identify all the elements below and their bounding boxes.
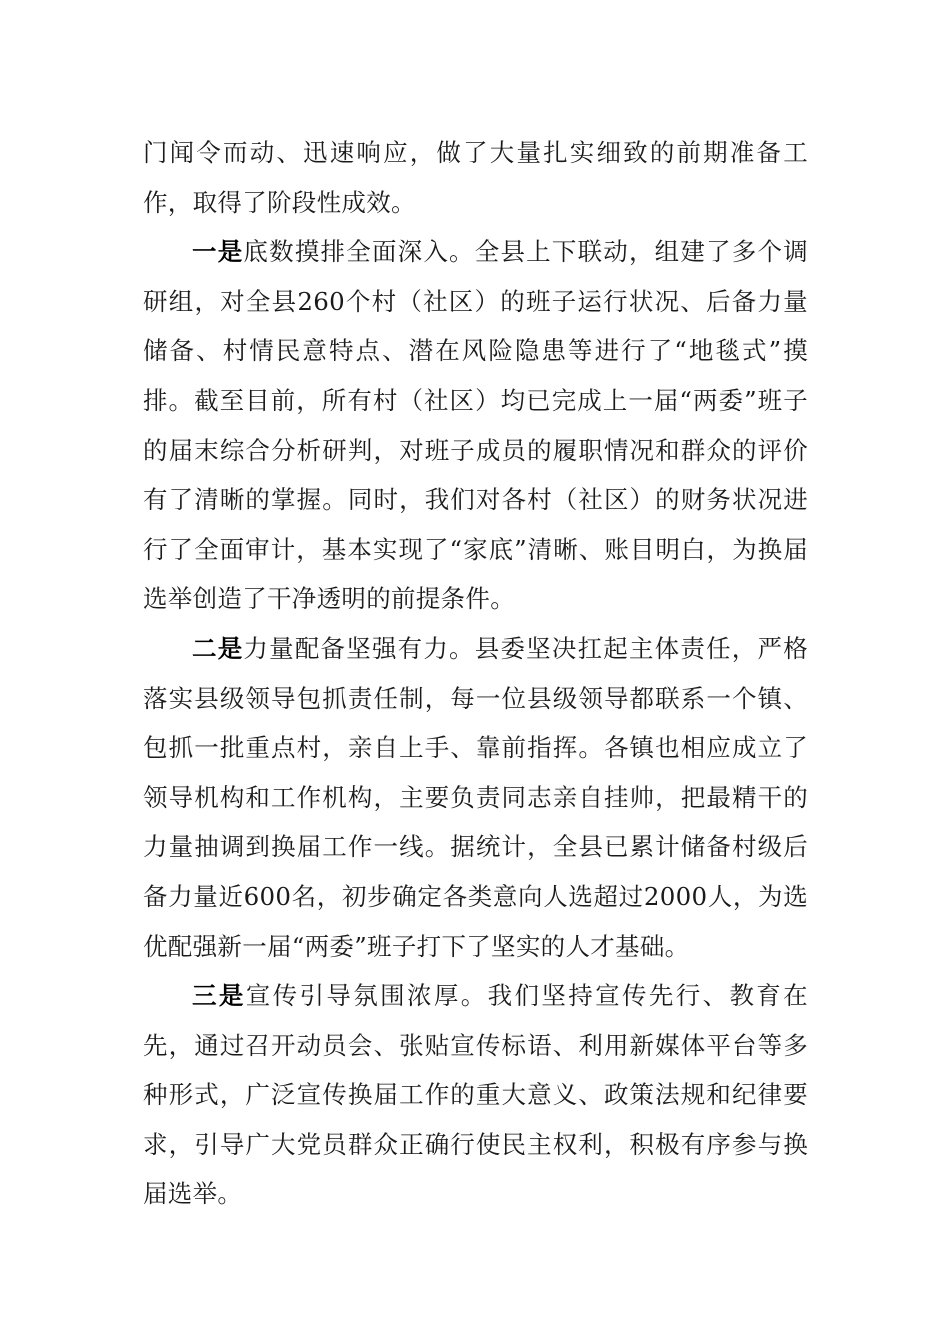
document-body [143, 128, 808, 1219]
paragraph-lead: 三是 [192, 981, 246, 1011]
paragraph-text: 底数摸排全面深入。全县上下联动，组建了多个调研组，对全县260个村（社区）的班子运行状况、后备力量储备、村情民意特点、潜在风险隐患等进行了“地毯式”摸排。截至目前，所有村（社区）均已完成上一届“两委”班子的届末综合分析研判，对班子成员的履职情况和群众的评价有了清晰的掌握。同时，我们对各村（社区）的财务状况进行了全面审计，基本实现了“家底”清晰、账目明白，为换届选举创造了干净透明的前提条件。 [143, 237, 808, 614]
paragraph-intro [143, 128, 808, 227]
paragraph-text: 宣传引导氛围浓厚。我们坚持宣传先行、教育在先，通过召开动员会、张贴宣传标语、利用新媒体平台等多种形式，广泛宣传换届工作的重大意义、政策法规和纪律要求，引导广大党员群众正确行使民主权利，积极有序参与换届选举。 [143, 981, 808, 1209]
paragraph-lead: 二是 [192, 633, 244, 663]
paragraph-text: 门闻令而动、迅速响应，做了大量扎实细致的前期准备工作，取得了阶段性成效。 [143, 138, 808, 217]
paragraph-text: 力量配备坚强有力。县委坚决扛起主体责任，严格落实县级领导包抓责任制，每一位县级领导都联系一个镇、包抓一批重点村，亲自上手、靠前指挥。各镇也相应成立了领导机构和工作机构，主要负责同志亲自挂帅，把最精干的力量抽调到换届工作一线。据统计，全县已累计储备村级后备力量近600名，初步确定各类意向人选超过2000人，为选优配强新一届“两委”班子打下了坚实的人才基础。 [143, 633, 808, 961]
paragraph-point-two [143, 624, 808, 971]
paragraph-point-three [143, 971, 808, 1219]
paragraph-point-one [143, 227, 808, 624]
paragraph-lead: 一是 [192, 237, 244, 267]
